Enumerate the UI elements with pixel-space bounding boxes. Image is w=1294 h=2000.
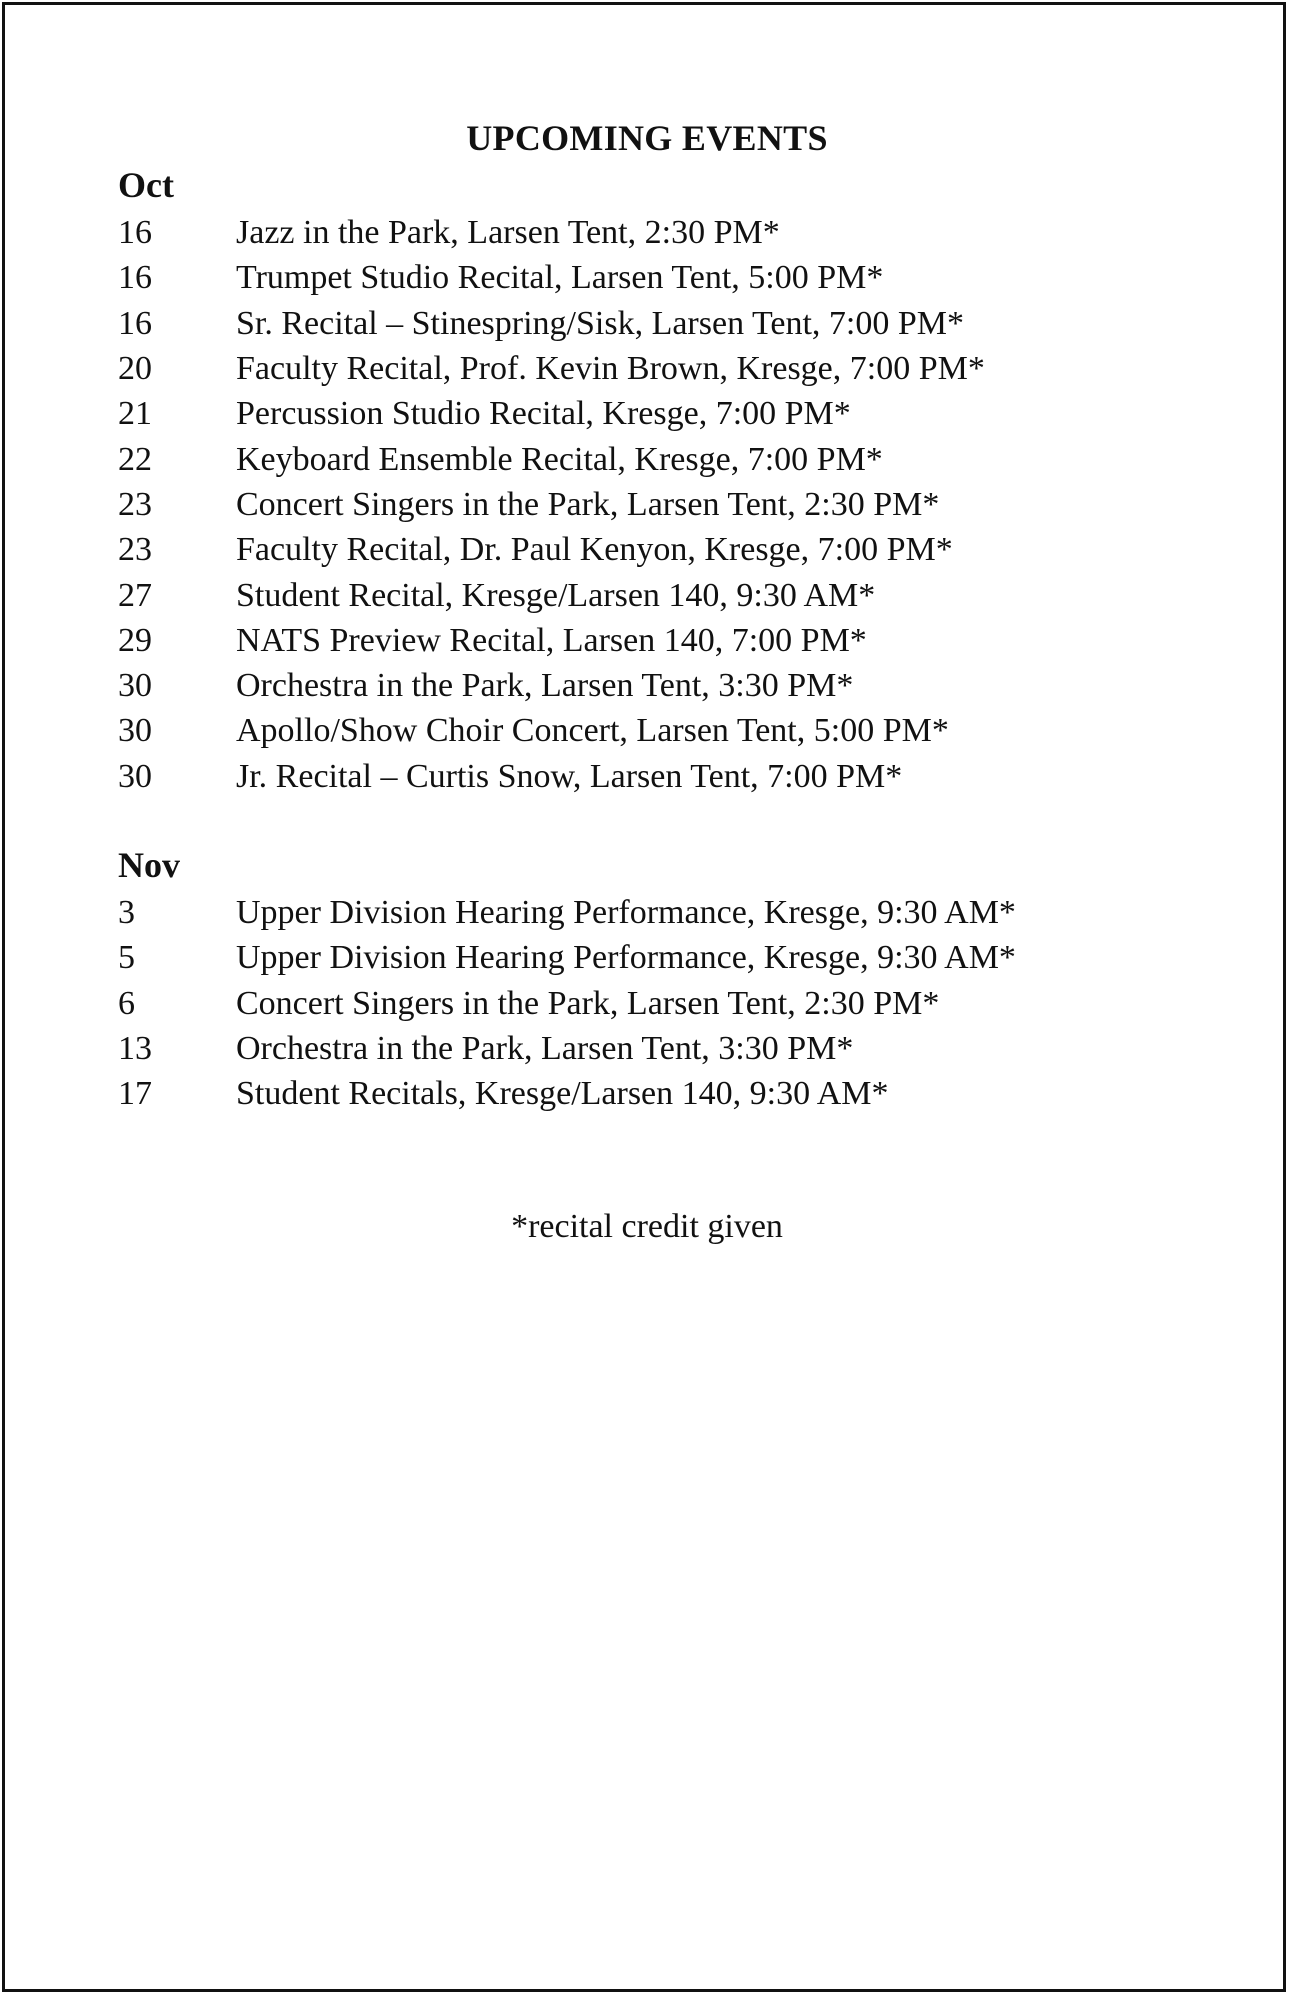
event-row [118, 436, 1218, 481]
event-day: 30 [118, 757, 152, 795]
event-list-nov [118, 890, 1218, 1116]
event-description: Orchestra in the Park, Larsen Tent, 3:30 PM* [236, 1030, 854, 1068]
event-description: Faculty Recital, Prof. Kevin Brown, Kresge, 7:00 PM* [236, 350, 985, 388]
event-description: Keyboard Ensemble Recital, Kresge, 7:00 PM* [236, 440, 883, 478]
event-description: Jr. Recital – Curtis Snow, Larsen Tent, 7:00 PM* [236, 757, 903, 795]
event-description: Orchestra in the Park, Larsen Tent, 3:30 PM* [236, 667, 854, 705]
event-day: 23 [118, 531, 152, 569]
event-day: 16 [118, 304, 152, 342]
event-day: 16 [118, 259, 152, 297]
event-row [118, 482, 1218, 527]
event-list-oct [118, 210, 1218, 799]
event-row [118, 572, 1218, 617]
event-description: Upper Division Hearing Performance, Kresge, 9:30 AM* [236, 894, 1016, 932]
event-row [118, 1026, 1218, 1071]
event-day: 20 [118, 350, 152, 388]
event-row [118, 935, 1218, 980]
event-description: Sr. Recital – Stinespring/Sisk, Larsen Tent, 7:00 PM* [236, 304, 964, 342]
event-description: Percussion Studio Recital, Kresge, 7:00 PM* [236, 395, 851, 433]
event-day: 6 [118, 984, 135, 1022]
event-row [118, 981, 1218, 1026]
event-day: 29 [118, 621, 152, 659]
event-description: NATS Preview Recital, Larsen 140, 7:00 PM* [236, 621, 867, 659]
event-row [118, 618, 1218, 663]
event-day: 30 [118, 667, 152, 705]
event-day: 17 [118, 1075, 152, 1113]
event-description: Trumpet Studio Recital, Larsen Tent, 5:00 PM* [236, 259, 884, 297]
event-row [118, 890, 1218, 935]
event-day: 23 [118, 485, 152, 523]
event-row [118, 346, 1218, 391]
event-description: Concert Singers in the Park, Larsen Tent, 2:30 PM* [236, 984, 940, 1022]
event-description: Faculty Recital, Dr. Paul Kenyon, Kresge, 7:00 PM* [236, 531, 953, 569]
event-description: Upper Division Hearing Performance, Kresge, 9:30 AM* [236, 939, 1016, 977]
page-title: UPCOMING EVENTS [466, 118, 828, 158]
event-description: Concert Singers in the Park, Larsen Tent, 2:30 PM* [236, 485, 940, 523]
event-row [118, 754, 1218, 799]
event-day: 22 [118, 440, 152, 478]
event-day: 16 [118, 214, 152, 252]
event-day: 3 [118, 894, 135, 932]
event-row [118, 1071, 1218, 1116]
month-heading-oct: Oct [118, 165, 174, 205]
event-description: Apollo/Show Choir Concert, Larsen Tent, 5:00 PM* [236, 712, 949, 750]
event-row [118, 391, 1218, 436]
event-row [118, 708, 1218, 753]
footnote: *recital credit given [511, 1208, 783, 1245]
event-row [118, 527, 1218, 572]
event-row [118, 255, 1218, 300]
month-heading-nov: Nov [118, 845, 180, 885]
event-row [118, 663, 1218, 708]
event-description: Student Recital, Kresge/Larsen 140, 9:30 AM* [236, 576, 876, 614]
event-day: 13 [118, 1030, 152, 1068]
event-description: Student Recitals, Kresge/Larsen 140, 9:30 AM* [236, 1075, 889, 1113]
event-row [118, 301, 1218, 346]
event-day: 30 [118, 712, 152, 750]
event-day: 5 [118, 939, 135, 977]
event-row [118, 210, 1218, 255]
event-day: 27 [118, 576, 152, 614]
event-day: 21 [118, 395, 152, 433]
event-description: Jazz in the Park, Larsen Tent, 2:30 PM* [236, 214, 780, 252]
